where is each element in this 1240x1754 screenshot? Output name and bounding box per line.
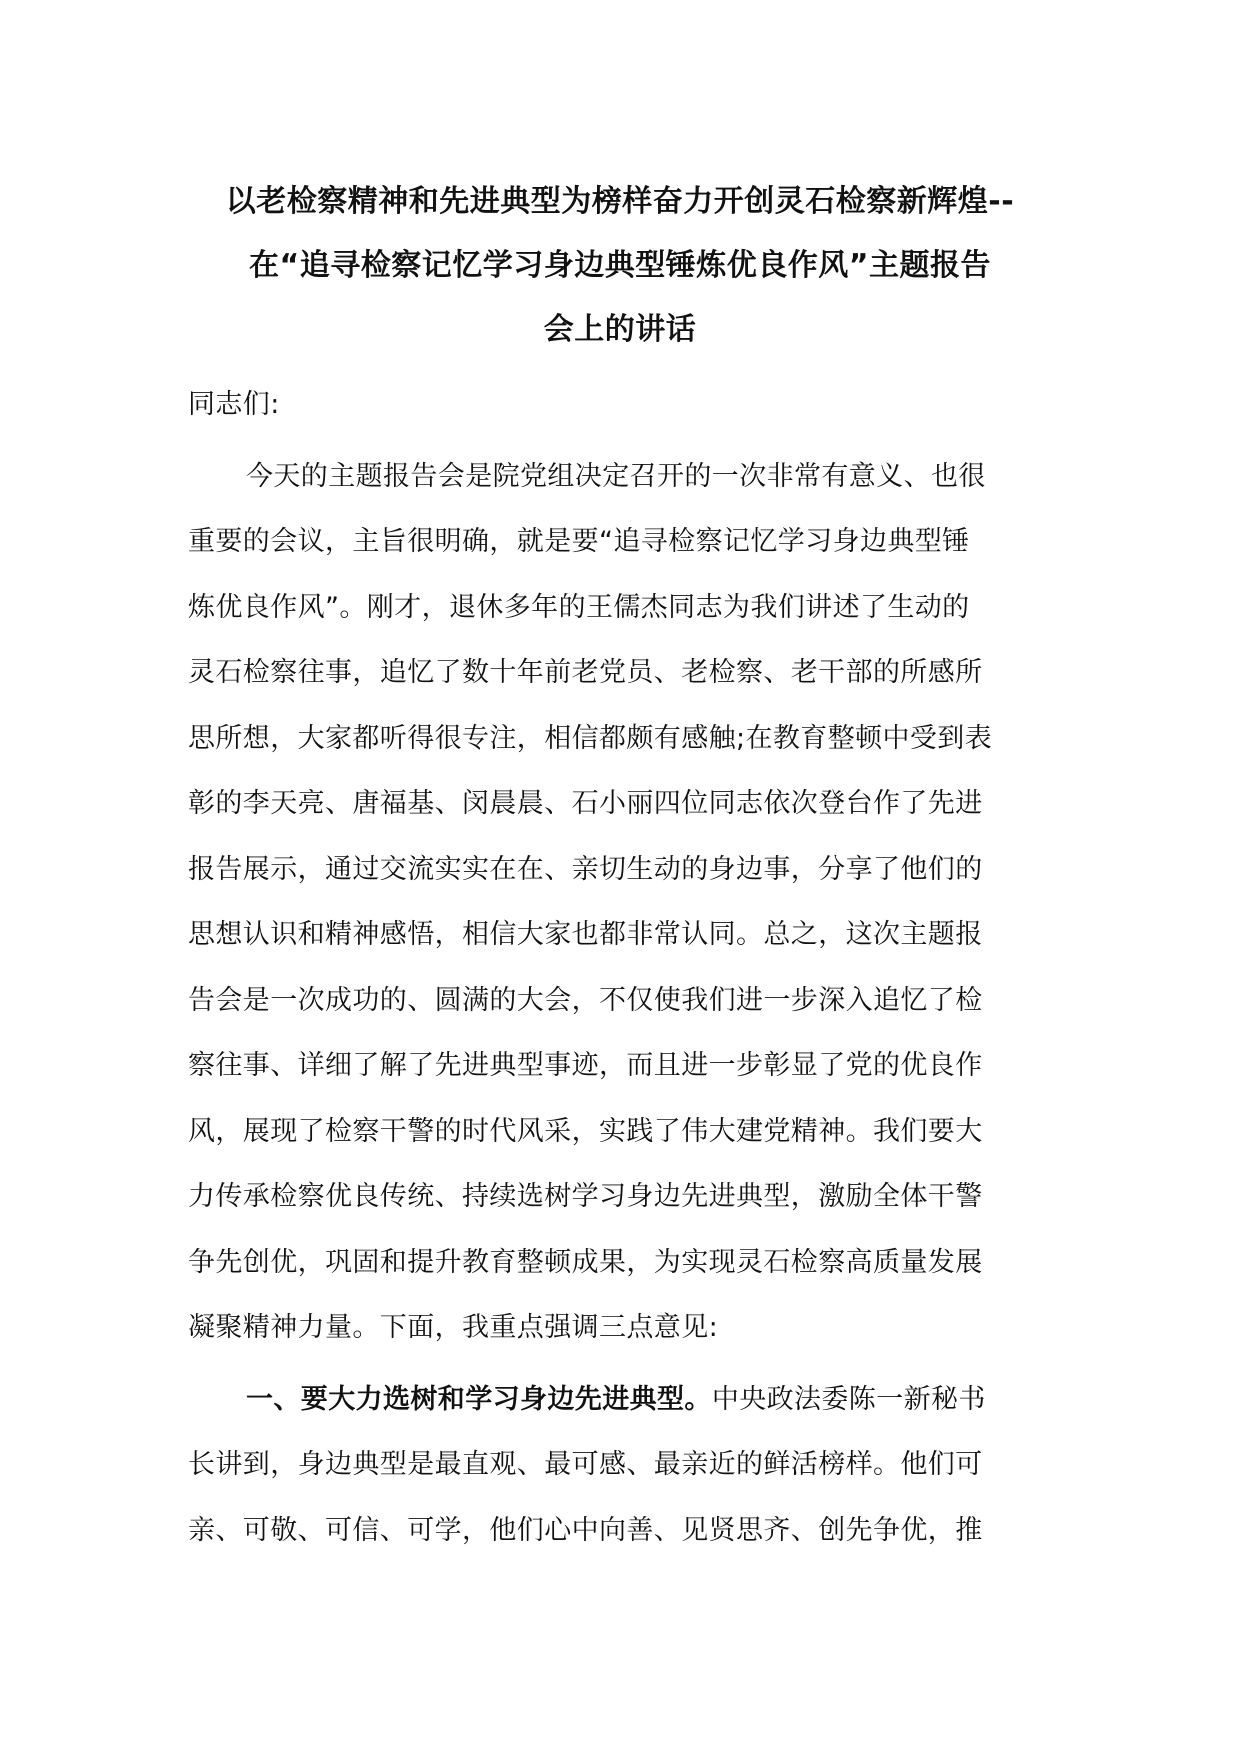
paragraph-line: 炼优良作风”。刚才，退休多年的王儒杰同志为我们讲述了生动的 [188, 591, 970, 623]
section-1 [188, 1367, 1058, 1564]
document-title [150, 170, 1090, 362]
paragraph-line: 告会是一次成功的、圆满的大会，不仅使我们进一步深入追忆了检 [188, 984, 983, 1016]
title-line: 会上的讲话 [543, 312, 697, 347]
paragraph-line: 重要的会议，主旨很明确，就是要“追寻检察记忆学习身边典型锤 [188, 526, 970, 557]
document-body [188, 372, 1058, 1563]
paragraph-line: 力传承检察优良传统、持续选树学习身边先进典型，激励全体干警 [188, 1181, 983, 1212]
section-1-text: 中央政法委陈一新秘书 [711, 1383, 986, 1415]
paragraph-line: 彰的李天亮、唐福基、闵晨晨、石小丽四位同志依次登台作了先进 [188, 788, 983, 819]
section-1-heading: 一、要大力选树和学习身边先进典型。 [246, 1383, 712, 1415]
salutation: 同志们: [188, 389, 280, 420]
paragraph-line: 思所想，大家都听得很专注，相信都颇有感触;在教育整顿中受到表 [188, 722, 993, 754]
title-line: 以老检察精神和先进典型为榜样奋力开创灵石检察新辉煌-- [225, 184, 1015, 219]
paragraph-line: 凝聚精神力量。下面，我重点强调三点意见: [188, 1312, 719, 1343]
paragraph-line: 今天的主题报告会是院党组决定召开的一次非常有意义、也很 [246, 460, 986, 492]
paragraph-line: 报告展示，通过交流实实在在、亲切生动的身边事，分享了他们的 [188, 853, 983, 885]
paragraph-line: 争先创优，巩固和提升教育整顿成果，为实现灵石检察高质量发展 [188, 1246, 983, 1278]
paragraph-line: 长讲到，身边典型是最直观、最可感、最亲近的鲜活榜样。他们可 [188, 1449, 983, 1480]
paragraph-line: 亲、可敬、可信、可学，他们心中向善、见贤思齐、创先争优，推 [188, 1514, 983, 1546]
paragraph-line: 思想认识和精神感悟，相信大家也都非常认同。总之，这次主题报 [188, 919, 983, 950]
paragraph-1 [188, 444, 1058, 1361]
section-1-first-line [188, 1367, 1058, 1433]
paragraph-line: 灵石检察往事，追忆了数十年前老党员、老检察、老干部的所感所 [188, 657, 983, 688]
paragraph-line: 风，展现了检察干警的时代风采，实践了伟大建党精神。我们要大 [188, 1115, 983, 1147]
title-line: 在“追寻检察记忆学习身边典型锤炼优良作风”主题报告 [249, 248, 991, 283]
paragraph-line: 察往事、详细了解了先进典型事迹，而且进一步彰显了党的优良作 [188, 1050, 983, 1081]
